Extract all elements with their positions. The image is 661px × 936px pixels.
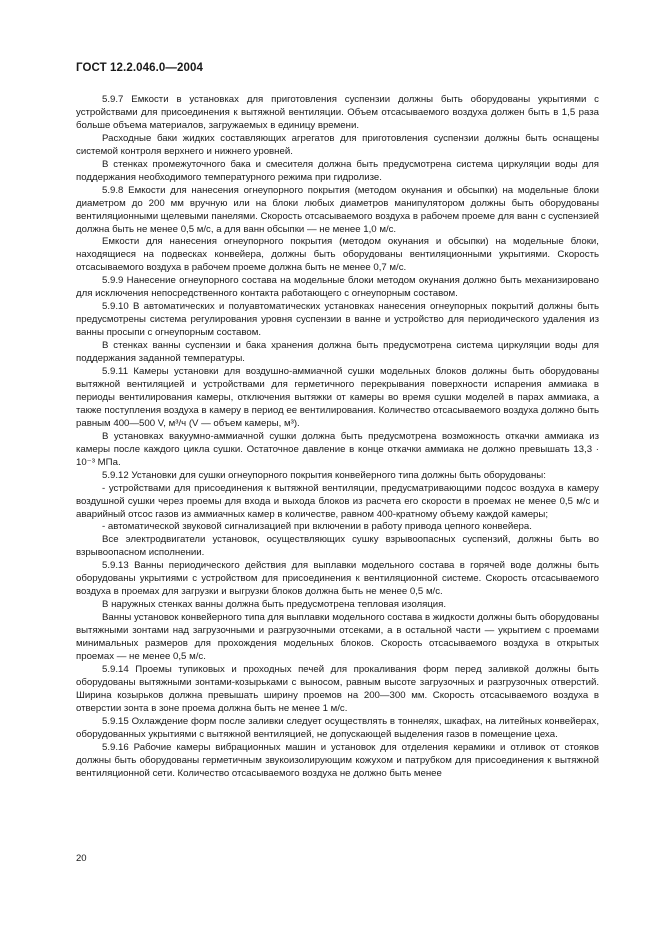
paragraph: Ванны установок конвейерного типа для выплавки модельного состава в жидкости должны быть оборудованы вытяжными зонтами над загрузочными и разгрузочными отсеками, а в остальной части — укрытием с проемами минимальных размеров для прохождения модельных блоков. Скорость отсасываемого воздуха в открытых проемах — не менее 0,5 м/с. xyxy=(76,612,599,662)
document-body xyxy=(76,94,599,781)
paragraph: В стенках промежуточного бака и смесителя должна быть предусмотрена система циркуляции воды для поддержания необходимого температурного режима при гидролизе. xyxy=(76,158,599,183)
paragraph: Емкости для нанесения огнеупорного покрытия (методом окунания и обсыпки) на модельные блоки, находящиеся на подвесках конвейера, должны быть оборудованы вентиляционными укрытиями. Скорость отсасываемого воздуха в рабочем проеме должна быть не менее 0,7 м/с. xyxy=(76,236,599,274)
paragraph: 5.9.14 Проемы тупиковых и проходных печей для прокаливания форм перед заливкой должны быть оборудованы вытяжными зонтами-козырьками с выносом, равным высоте загрузочных и разгрузочных отверстий. Ширина козырьков должна превышать ширину проемов на 200—300 мм. Скорость отсасываемого воздуха в отверстии зонта в зоне проема должна быть не менее 1 м/с. xyxy=(76,663,599,714)
paragraph: В стенках ванны суспензии и бака хранения должна быть предусмотрена система циркуляции воды для поддержания заданной температуры. xyxy=(76,340,599,365)
paragraph: 5.9.13 Ванны периодического действия для выплавки модельного состава в горячей воде должны быть оборудованы укрытиями с устройством для присоединения к вентиляционной системе. Скорость отсасываемого воздуха в проемах для загрузки и выгрузки блоков должна быть не менее 0,5 м/с. xyxy=(76,560,599,598)
paragraph: - устройствами для присоединения к вытяжной вентиляции, предусматривающими подсос воздуха в камеру воздушной сушки через проемы для входа и выхода блоков из расчета его скорости в проемах не менее 0,5 м/с и аварийный отсос газов из аммиачных камер в количестве, равном 400-кратному объему каждой камеры; xyxy=(76,482,599,520)
paragraph: 5.9.8 Емкости для нанесения огнеупорного покрытия (методом окунания и обсыпки) на модельные блоки диаметром до 200 мм вручную или на блоки любых диаметров манипулятором должны быть оборудованы вентиляционными щелевыми панелями. Скорость отсасываемого воздуха в рабочем проеме для ванн с суспензией должна быть не менее 0,5 м/с, а для ванн обсыпки — не менее 1,0 м/с. xyxy=(76,184,599,235)
paragraph: 5.9.15 Охлаждение форм после заливки следует осуществлять в тоннелях, шкафах, на литейных конвейерах, оборудованных укрытиями с вытяжной вентиляцией, не допускающей выделения газов в помещение цеха. xyxy=(76,715,599,740)
paragraph: В наружных стенках ванны должна быть предусмотрена тепловая изоляция. xyxy=(102,599,447,611)
paragraph: - автоматической звуковой сигнализацией при включении в работу привода цепного конвейера. xyxy=(102,521,532,533)
paragraph: 5.9.16 Рабочие камеры вибрационных машин и установок для отделения керамики и отливок от стояков должны быть оборудованы герметичным звукоизолирующим кожухом и патрубком для присоединения к вытяжной вентиляционной сети. Количество отсасываемого воздуха не должно быть менее xyxy=(76,741,599,779)
paragraph: В установках вакуумно-аммиачной сушки должна быть предусмотрена возможность откачки аммиака из камеры после каждого цикла сушки. Остаточное давление в конце откачки аммиака не должно превышать 13,3 · 10⁻³ МПа. xyxy=(76,430,599,468)
paragraph: 5.9.7 Емкости в установках для приготовления суспензии должны быть оборудованы укрытиями с устройствами для присоединения к вытяжной вентиляции. Объем отсасываемого воздуха должен быть в 1,5 раза больше объема материалов, загружаемых в единицу времени. xyxy=(76,94,599,131)
paragraph: 5.9.12 Установки для сушки огнеупорного покрытия конвейерного типа должны быть оборудованы: xyxy=(102,469,546,481)
paragraph: Расходные баки жидких составляющих агрегатов для приготовления суспензии должны быть оснащены системой контроля верхнего и нижнего уровней. xyxy=(76,132,599,157)
page-number: 20 xyxy=(76,853,87,864)
paragraph: 5.9.9 Нанесение огнеупорного состава на модельные блоки методом окунания должно быть механизировано для исключения непосредственного контакта работающего с огнеупорным составом. xyxy=(76,275,599,300)
document-header: ГОСТ 12.2.046.0—2004 xyxy=(76,62,203,74)
paragraph: 5.9.11 Камеры установки для воздушно-аммиачной сушки модельных блоков должны быть оборудованы вытяжной вентиляцией и устройствами для герметичного перекрывания поверхности испарения аммиака в периоды вентилирования камеры, отключения вытяжки от камеры во время сушки моделей в парах аммиака, а также поступления воздуха в камеру в период ее вентилирования. Количество отсасываемого воздуха должно быть равным 400—500 V, м³/ч (V — объем камеры, м³). xyxy=(76,366,599,429)
paragraph: 5.9.10 В автоматических и полуавтоматических установках нанесения огнеупорных покрытий должны быть предусмотрены система регулирования уровня суспензии в ванне и устройство для периодического удаления из ванны просыпи с огнеупорным составом. xyxy=(76,301,599,339)
paragraph: Все электродвигатели установок, осуществляющих сушку взрывоопасных суспензий, должны быть во взрывоопасном исполнении. xyxy=(76,534,599,559)
